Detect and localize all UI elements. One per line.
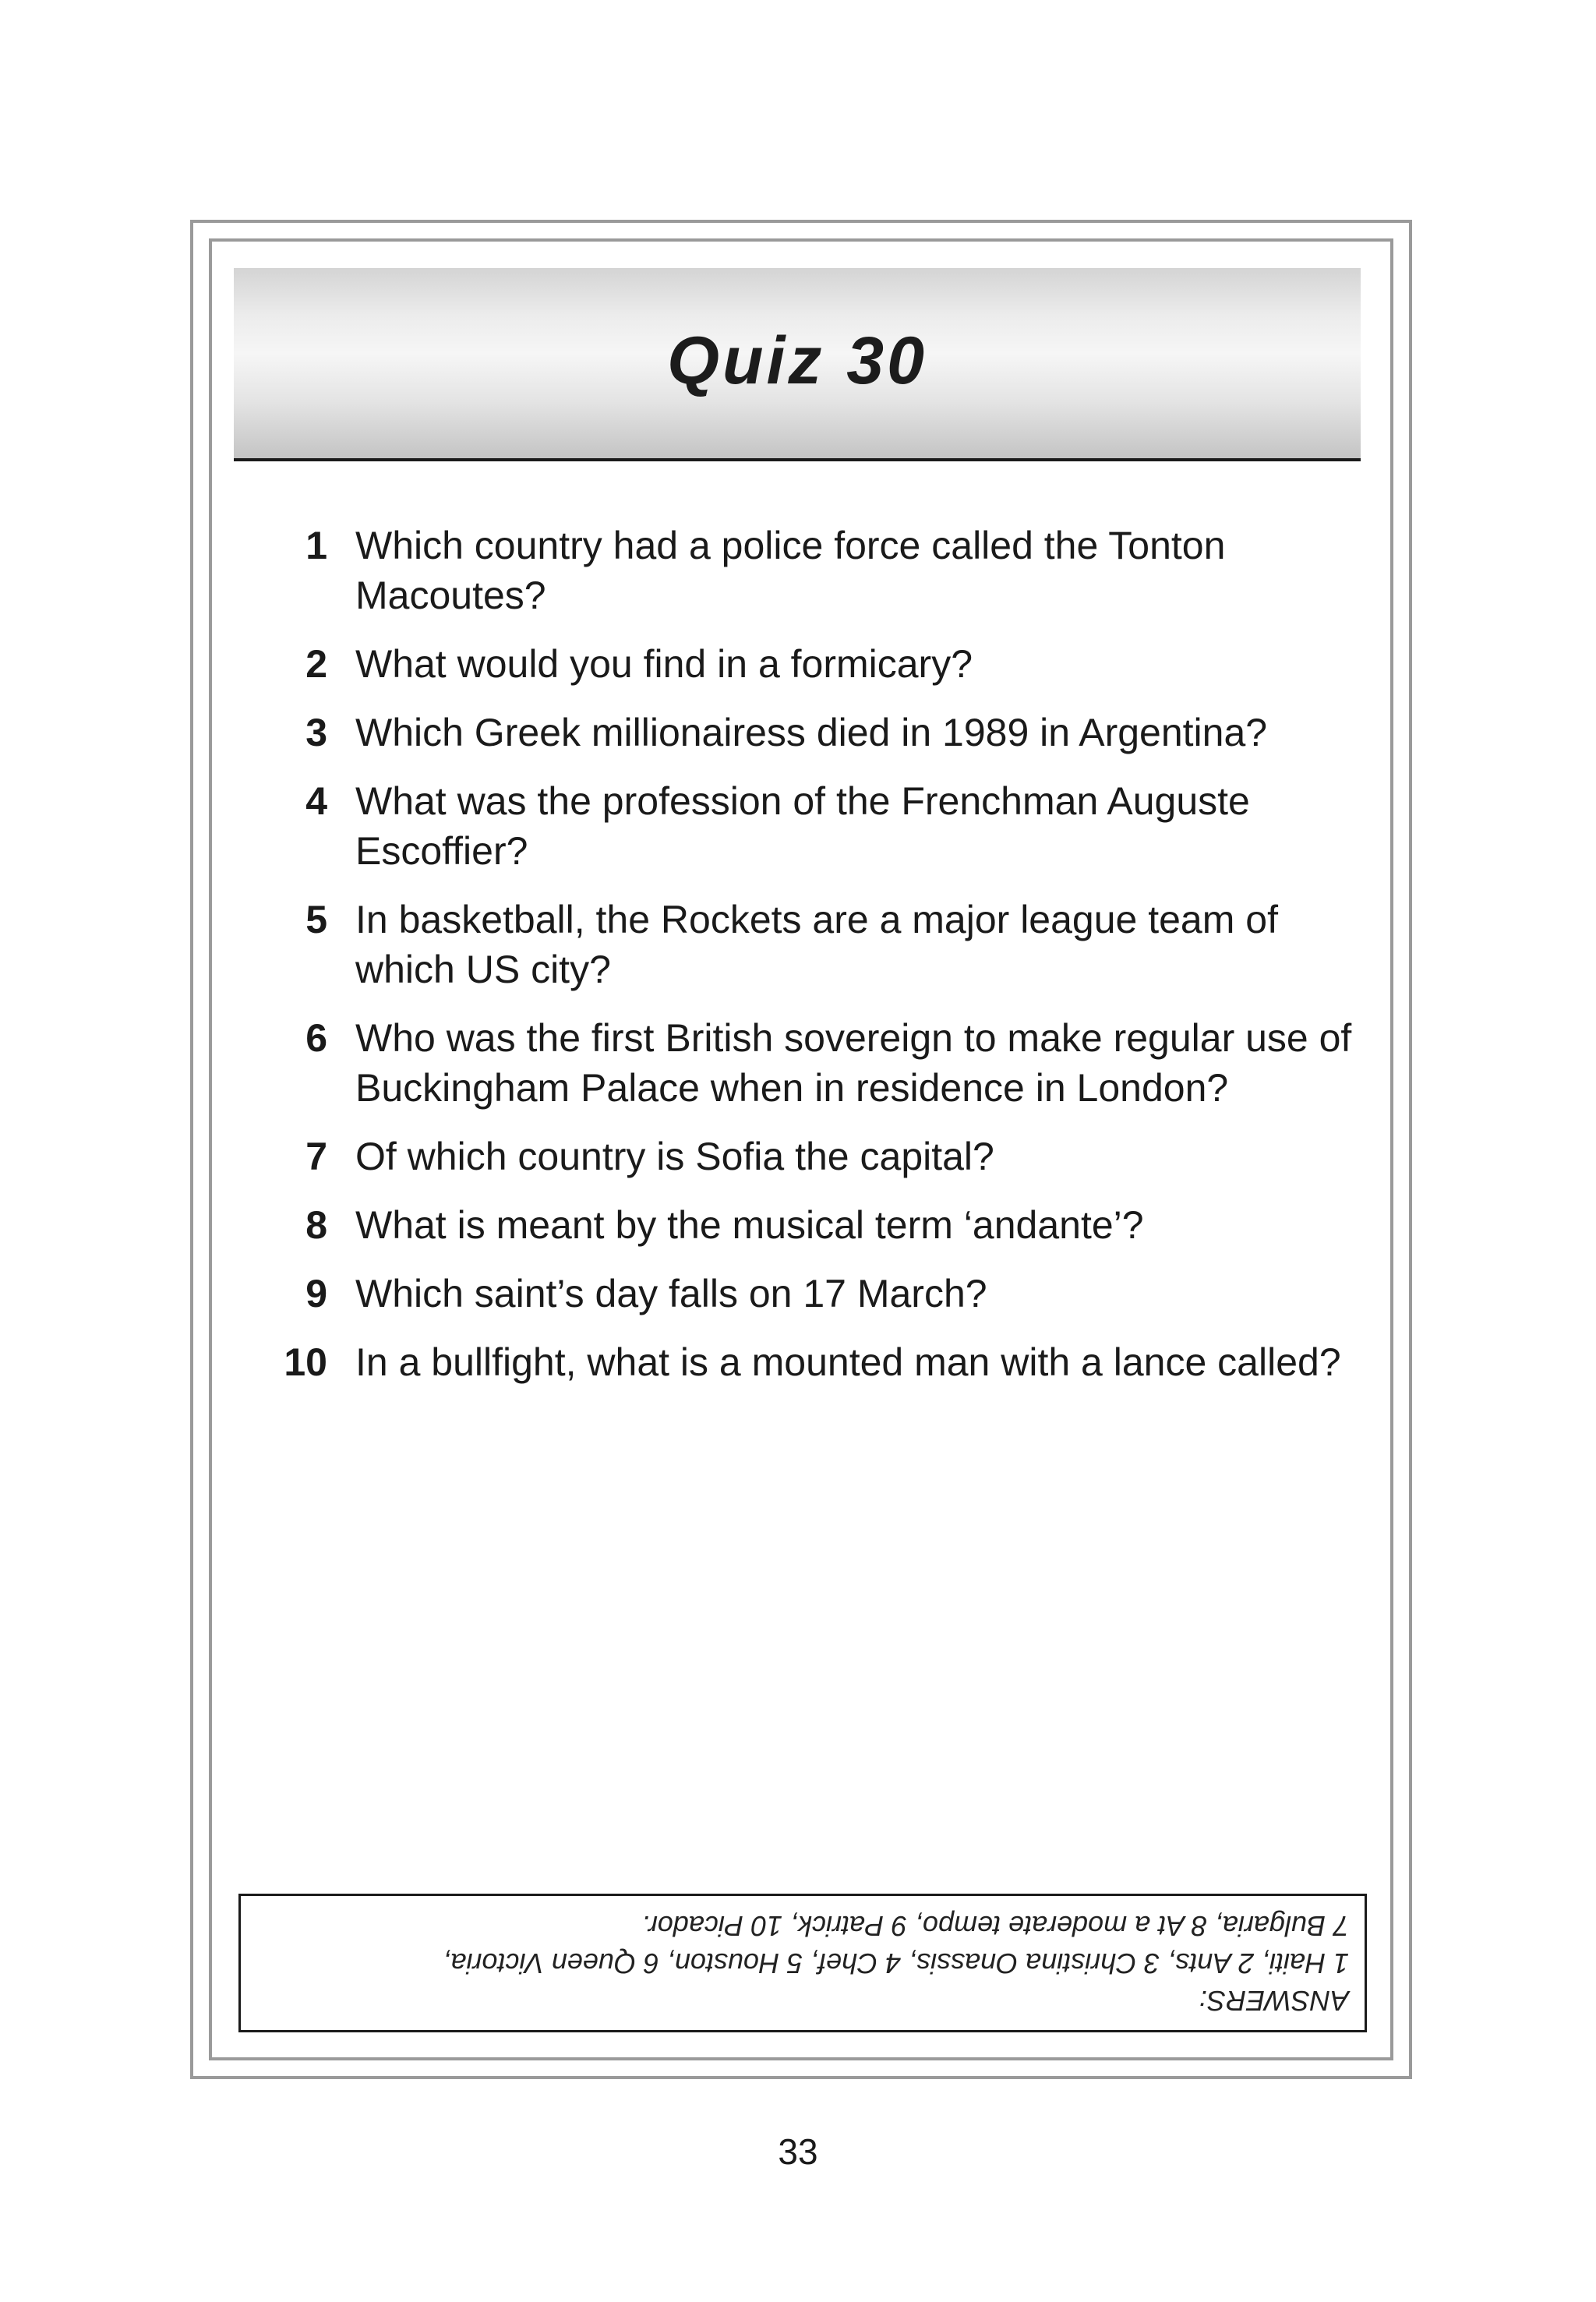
answers-upside-down-text [269,1907,1349,2019]
question-text: Which Greek millionairess died in 1989 in Argentina? [355,711,1268,754]
question-text: Which country had a police force called the Tonton Macoutes? [355,524,1226,617]
question-item [265,895,1356,994]
question-text: Who was the first British sovereign to make regular use of Buckingham Palace when in residence in London? [355,1016,1352,1110]
question-number: 8 [305,1203,327,1247]
question-number: 6 [305,1016,327,1060]
question-number: 1 [305,524,327,567]
answers-line-1: 1 Haiti, 2 Ants, 3 Christina Onassis, 4 Chef, 5 Houston, 6 Queen Victoria, [443,1947,1349,1979]
question-item [265,1337,1356,1387]
question-text: Of which country is Sofia the capital? [355,1135,994,1178]
question-number: 2 [305,642,327,686]
question-number: 9 [305,1272,327,1315]
question-item [265,776,1356,876]
question-text: In basketball, the Rockets are a major league team of which US city? [355,898,1278,991]
question-text: What is meant by the musical term ‘andante’? [355,1203,1144,1247]
question-text: What was the profession of the Frenchman Auguste Escoffier? [355,779,1250,873]
question-number: 4 [305,779,327,823]
question-item [265,708,1356,757]
answers-box [238,1894,1367,2032]
answers-heading: ANSWERS: [1199,1985,1349,2017]
question-item [265,1132,1356,1181]
question-text: Which saint’s day falls on 17 March? [355,1272,987,1315]
page-number: 33 [778,2131,818,2172]
question-list [265,521,1356,1406]
question-item [265,1269,1356,1319]
question-item [265,1013,1356,1113]
question-text: What would you find in a formicary? [355,642,973,686]
question-number: 3 [305,711,327,754]
question-number: 5 [305,898,327,941]
title-banner [234,268,1361,461]
answers-line-2: 7 Bulgaria, 8 At a moderate tempo, 9 Patrick, 10 Picador. [641,1910,1349,1942]
question-number: 10 [284,1340,327,1384]
question-number: 7 [305,1135,327,1178]
question-text: In a bullfight, what is a mounted man with a lance called? [355,1340,1341,1384]
quiz-title: Quiz 30 [667,323,927,398]
question-item [265,639,1356,689]
question-item [265,521,1356,620]
question-item [265,1200,1356,1250]
